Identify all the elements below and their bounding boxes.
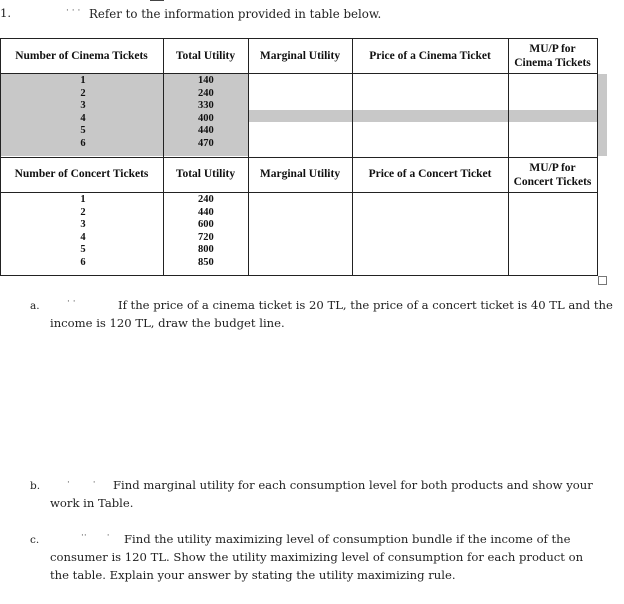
marker-dots: · · ·: [66, 6, 81, 16]
concert-quantity-column: [77, 194, 89, 269]
cinema-header-quantity: Number of Cinema Tickets: [15, 50, 148, 62]
part-b-label: b.: [30, 480, 41, 492]
right-edge-shading: [598, 74, 607, 156]
cinema-tu-2: 240: [198, 87, 214, 99]
concert-tu-2: 440: [198, 206, 214, 218]
table-resize-handle[interactable]: [598, 276, 607, 285]
cinema-qty-2: 2: [80, 87, 86, 99]
part-c-marks: ·· ·: [81, 531, 110, 541]
concert-tu-6: 850: [198, 256, 214, 268]
cinema-tu-1: 140: [198, 75, 214, 86]
part-c-line2: consumer is 120 TL. Show the utility maximizing level of consumption for each product on: [50, 550, 584, 564]
part-b-line1: Find marginal utility for each consumption level for both products and show your: [113, 478, 593, 492]
cinema-qty-5: 5: [80, 125, 86, 136]
question-number: 1.: [0, 6, 12, 20]
concert-tu-5: 800: [198, 244, 214, 255]
part-a-line1: If the price of a cinema ticket is 20 TL, the price of a concert ticket is 40 TL and the: [118, 298, 613, 312]
concert-total-utility-column: [198, 194, 228, 269]
cinema-header-price: Price of a Cinema Ticket: [369, 50, 491, 62]
cinema-header-mup-line2: Cinema Tickets: [514, 57, 591, 69]
cinema-tu-5: 440: [198, 125, 214, 136]
concert-qty-2: 2: [80, 206, 86, 218]
cinema-header-marginal-utility: Marginal Utility: [259, 50, 341, 62]
cinema-header-total-utility: Total Utility: [175, 50, 236, 62]
concert-tu-4: 720: [198, 231, 214, 243]
concert-header-total-utility: Total Utility: [175, 168, 236, 180]
cinema-quantity-column: [77, 75, 89, 150]
part-a-line2: income is 120 TL, draw the budget line.: [50, 316, 285, 330]
cinema-qty-1: 1: [80, 75, 86, 86]
concert-qty-1: 1: [80, 194, 86, 205]
part-c-line3: the table. Explain your answer by stating the utility maximizing rule.: [50, 568, 456, 582]
part-c-line1: Find the utility maximizing level of consumption bundle if the income of the: [124, 532, 571, 546]
cinema-total-utility-column: [198, 75, 228, 150]
question-intro: Refer to the information provided in table below.: [89, 7, 382, 21]
concert-qty-4: 4: [80, 231, 86, 243]
part-c-label: c.: [30, 534, 40, 546]
concert-tu-1: 240: [198, 194, 214, 205]
concert-header-mup-line2: Concert Tickets: [513, 176, 592, 188]
part-a-label: a.: [30, 300, 40, 312]
part-b-marks: · ·: [67, 478, 96, 488]
cinema-tu-4: 400: [198, 112, 214, 124]
concert-header-price: Price of a Concert Ticket: [368, 168, 492, 180]
cinema-qty-6: 6: [80, 137, 86, 149]
concert-tu-3: 600: [198, 219, 214, 230]
concert-header-marginal-utility: Marginal Utility: [259, 168, 341, 180]
cinema-qty-3: 3: [80, 100, 86, 111]
cinema-row-shading-band: [249, 110, 606, 122]
concert-qty-6: 6: [80, 256, 86, 268]
concert-header-quantity: Number of Concert Tickets: [14, 168, 149, 180]
concert-qty-5: 5: [80, 244, 86, 255]
cinema-qty-4: 4: [80, 112, 86, 124]
concert-header-mup-line1: MU/P for: [529, 162, 576, 174]
cinema-tu-6: 470: [198, 137, 214, 149]
part-a-marks: · ·: [67, 297, 76, 307]
cinema-tu-3: 330: [198, 100, 214, 111]
utility-table: [0, 0, 624, 290]
cinema-header-mup-line1: MU/P for: [529, 43, 576, 55]
concert-qty-3: 3: [80, 219, 86, 230]
part-b-line2: work in Table.: [50, 496, 134, 510]
